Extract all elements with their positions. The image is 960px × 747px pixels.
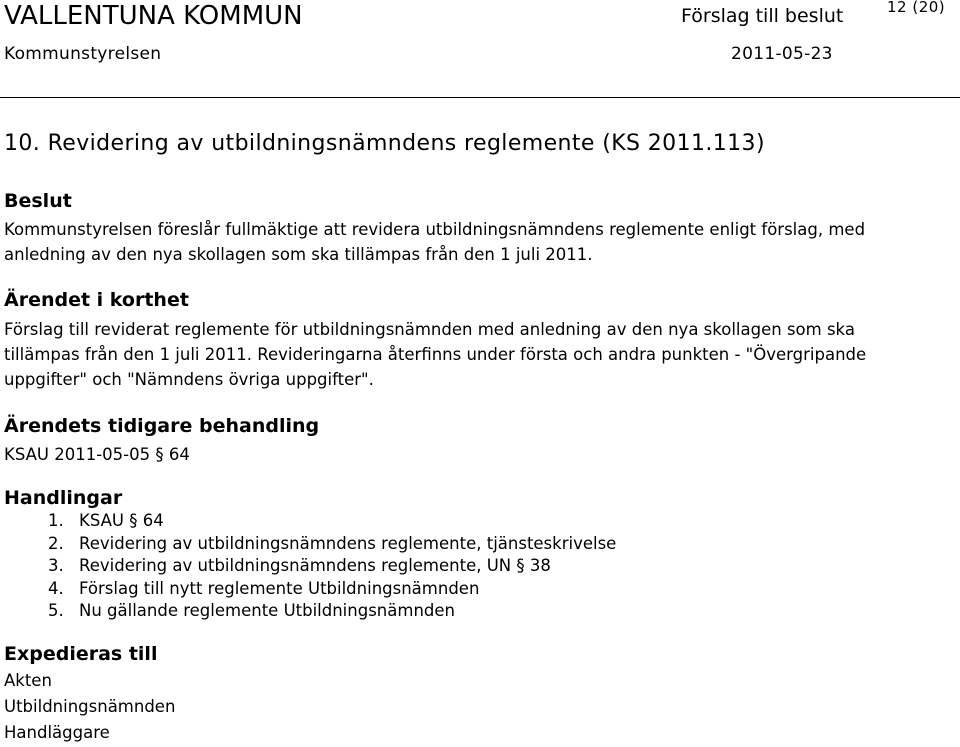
- arendet-text: Förslag till reviderat reglemente för utbildningsnämnden med anledning av den nya skollagen som ska tillämpas från den 1 juli 2011. Revideringarna återfinns under första och andra punkten - "Övergripande uppgifter" och "Nämndens övriga uppgifter".: [4, 320, 867, 389]
- item-title: 10. Revidering av utbildningsnämndens reglemente (KS 2011.113): [4, 131, 765, 156]
- recipient-item: Akten: [4, 671, 52, 690]
- beslut-text: Kommunstyrelsen föreslår fullmäktige att revidera utbildningsnämndens reglemente enligt förslag, med anledning av den nya skollagen som ska tillämpas från den 1 juli 2011.: [4, 220, 866, 264]
- tidigare-heading: Ärendets tidigare behandling: [4, 415, 320, 437]
- recipient-item: Handläggare: [4, 723, 110, 742]
- document-type: Förslag till beslut: [681, 5, 844, 27]
- tidigare-text: KSAU 2011-05-05 § 64: [4, 445, 190, 464]
- document-date: 2011-05-23: [731, 44, 833, 64]
- committee-name: Kommunstyrelsen: [4, 44, 162, 64]
- list-item: 3. Revidering av utbildningsnämndens reglemente, UN § 38: [48, 556, 551, 575]
- arendet-heading: Ärendet i korthet: [4, 289, 189, 311]
- recipient-item: Utbildningsnämnden: [4, 697, 176, 716]
- beslut-heading: Beslut: [4, 190, 72, 212]
- organization-name: VALLENTUNA KOMMUN: [4, 1, 303, 31]
- list-item: 2. Revidering av utbildningsnämndens reglemente, tjänsteskrivelse: [48, 533, 617, 553]
- handlingar-heading: Handlingar: [4, 487, 123, 509]
- recipient-list: [4, 668, 175, 746]
- handlingar-list: [48, 510, 616, 623]
- list-item: 4. Förslag till nytt reglemente Utbildningsnämnden: [48, 578, 480, 598]
- list-item: 5. Nu gällande reglemente Utbildningsnämnden: [48, 601, 455, 620]
- header-divider: [0, 97, 960, 98]
- expedieras-heading: Expedieras till: [4, 643, 158, 665]
- list-item: 1. KSAU § 64: [48, 511, 164, 530]
- page-number: 12 (20): [887, 0, 946, 16]
